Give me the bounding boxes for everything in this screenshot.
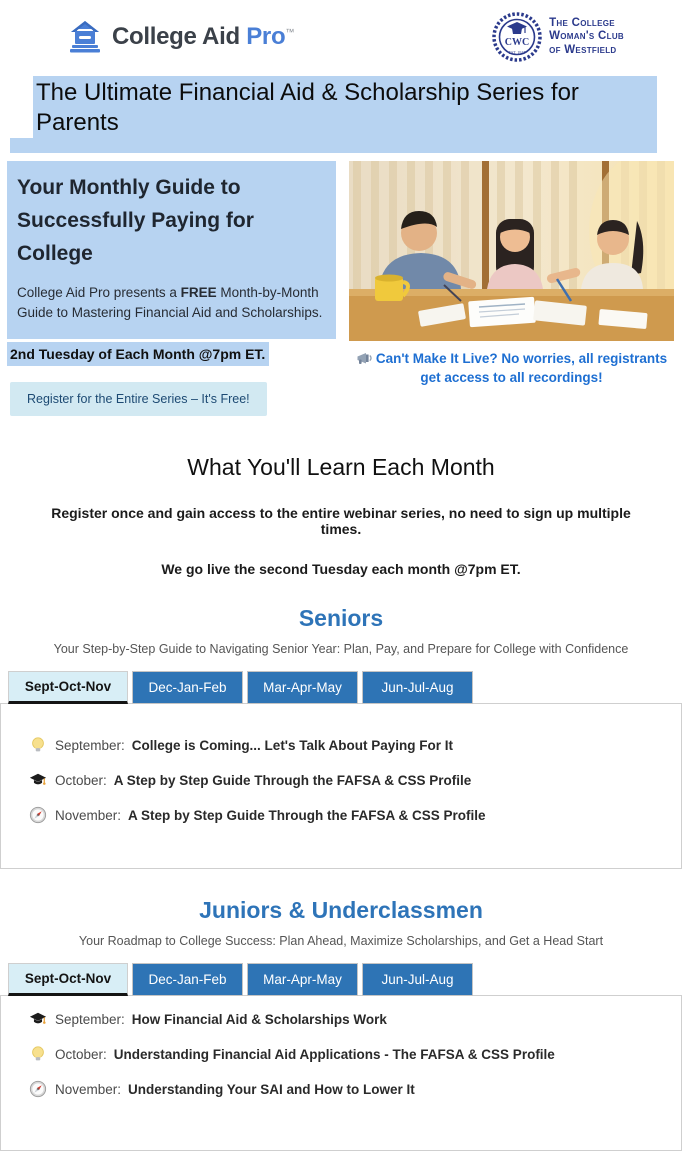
hero-highlight-block bbox=[7, 161, 336, 339]
webinar-item bbox=[29, 806, 661, 824]
banner-strip bbox=[10, 138, 657, 153]
item-title: Understanding Financial Aid Applications - The FAFSA & CSS Profile bbox=[113, 1046, 555, 1062]
tab-mar-apr-may[interactable]: Mar-Apr-May bbox=[247, 671, 358, 704]
hero-heading: Your Monthly Guide to Successfully Paying for College bbox=[17, 176, 254, 265]
item-title: College is Coming... Let's Talk About Paying For It bbox=[131, 737, 454, 753]
svg-text:CWC: CWC bbox=[504, 37, 530, 48]
series-section-0 bbox=[0, 605, 682, 869]
quarter-tabs bbox=[0, 963, 682, 996]
quarter-tabs bbox=[0, 671, 682, 704]
tab-dec-jan-feb[interactable]: Dec-Jan-Feb bbox=[132, 963, 243, 996]
section-title: Juniors & Underclassmen bbox=[199, 897, 483, 923]
hero-image-column bbox=[349, 161, 674, 416]
learn-title: What You'll Learn Each Month bbox=[187, 454, 495, 480]
compass-icon bbox=[29, 806, 47, 824]
series-sections bbox=[0, 605, 682, 1151]
webinar-item bbox=[29, 1010, 661, 1028]
tab-sept-oct-nov[interactable]: Sept-Oct-Nov bbox=[8, 671, 128, 704]
crest-est-text: EST. 1917 bbox=[508, 50, 526, 55]
bulb-icon bbox=[29, 1045, 47, 1063]
section-title: Seniors bbox=[298, 605, 384, 631]
graduation-cap-icon bbox=[29, 771, 47, 789]
recordings-note: Can't Make It Live? No worries, all registrants get access to all recordings! bbox=[349, 349, 674, 387]
item-month: September: bbox=[55, 737, 125, 753]
register-button[interactable]: Register for the Entire Series – It's Free! bbox=[10, 382, 267, 416]
series-banner bbox=[0, 76, 682, 153]
item-month: September: bbox=[55, 1011, 125, 1027]
webinar-item bbox=[29, 771, 661, 789]
learn-section bbox=[0, 454, 682, 577]
tab-mar-apr-may[interactable]: Mar-Apr-May bbox=[247, 963, 358, 996]
graduation-cap-icon bbox=[29, 1010, 47, 1028]
section-subtitle: Your Step-by-Step Guide to Navigating Senior Year: Plan, Pay, and Prepare for College with Confidence bbox=[53, 642, 629, 656]
webinar-item bbox=[29, 1080, 661, 1098]
hero-body: College Aid Pro presents a FREE Month-by-Month Guide to Mastering Financial Aid and Scholarships. bbox=[17, 285, 323, 320]
item-title: A Step by Step Guide Through the FAFSA & CSS Profile bbox=[128, 807, 486, 823]
schoolhouse-icon bbox=[66, 19, 104, 55]
family-photo bbox=[349, 161, 674, 341]
item-month: October: bbox=[55, 772, 107, 788]
college-womans-club-logo bbox=[492, 12, 624, 62]
tab-panel bbox=[0, 703, 682, 869]
series-banner-title: The Ultimate Financial Aid & Scholarship Series for Parents bbox=[33, 76, 657, 138]
learn-line-2: We go live the second Tuesday each month @7pm ET. bbox=[161, 561, 521, 577]
hero-text-column bbox=[7, 161, 336, 416]
college-aid-pro-logo bbox=[66, 19, 294, 55]
hero bbox=[0, 161, 682, 416]
brand-name: College Aid Pro™ bbox=[112, 23, 295, 50]
compass-icon bbox=[29, 1080, 47, 1098]
club-name: The College Woman's Club of Westfield bbox=[549, 16, 624, 56]
bulb-icon bbox=[29, 736, 47, 754]
item-month: November: bbox=[55, 807, 122, 823]
webinar-item bbox=[29, 736, 661, 754]
item-title: How Financial Aid & Scholarships Work bbox=[131, 1011, 387, 1027]
item-month: October: bbox=[55, 1046, 107, 1062]
cwc-crest-icon bbox=[492, 12, 542, 62]
header bbox=[0, 0, 682, 66]
item-title: A Step by Step Guide Through the FAFSA & CSS Profile bbox=[113, 772, 472, 788]
section-subtitle: Your Roadmap to College Success: Plan Ahead, Maximize Scholarships, and Get a Head Start bbox=[78, 934, 604, 948]
tab-dec-jan-feb[interactable]: Dec-Jan-Feb bbox=[132, 671, 243, 704]
tab-panel bbox=[0, 995, 682, 1151]
megaphone-icon bbox=[356, 350, 372, 366]
item-month: November: bbox=[55, 1081, 122, 1097]
tab-jun-jul-aug[interactable]: Jun-Jul-Aug bbox=[362, 671, 473, 704]
webinar-item bbox=[29, 1045, 661, 1063]
learn-line-1: Register once and gain access to the entire webinar series, no need to sign up multiple times. bbox=[51, 505, 631, 537]
series-section-1 bbox=[0, 897, 682, 1151]
tab-jun-jul-aug[interactable]: Jun-Jul-Aug bbox=[362, 963, 473, 996]
tab-sept-oct-nov[interactable]: Sept-Oct-Nov bbox=[8, 963, 128, 996]
schedule-line: 2nd Tuesday of Each Month @7pm ET. bbox=[7, 346, 336, 364]
item-title: Understanding Your SAI and How to Lower It bbox=[128, 1081, 415, 1097]
